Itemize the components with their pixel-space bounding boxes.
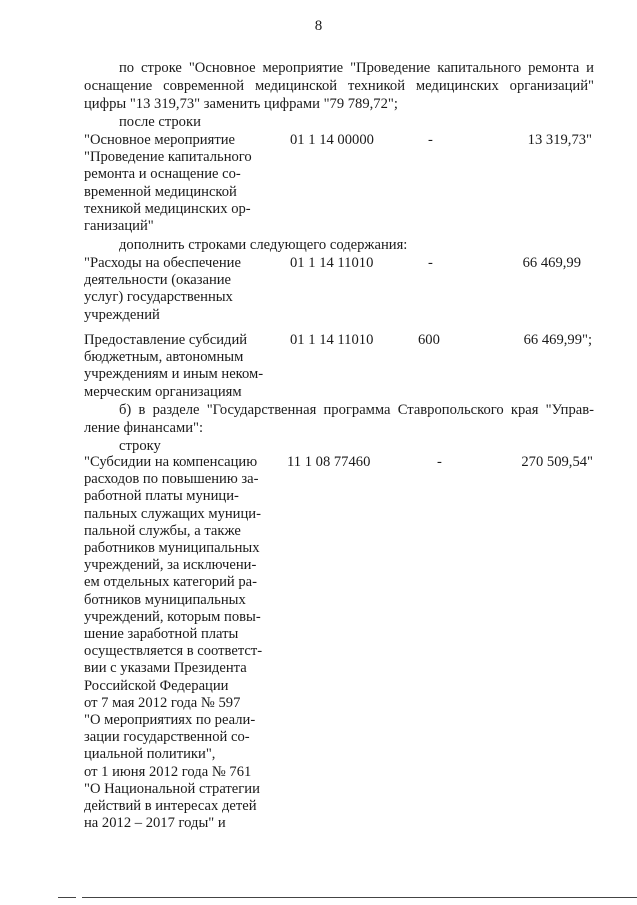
- row4-code: 11 1 08 77460: [287, 454, 371, 470]
- row3-amount: 66 469,99";: [523, 332, 592, 348]
- row3-type: 600: [418, 332, 440, 348]
- row2-amount: 66 469,99: [522, 255, 581, 271]
- intro-line-1: по строке "Основное мероприятие "Проведение капитального ремонта и: [119, 60, 594, 76]
- row2-code: 01 1 14 11010: [290, 255, 374, 271]
- row2-type: -: [428, 255, 433, 271]
- row1-code: 01 1 14 00000: [290, 132, 374, 148]
- row1-name: "Основное мероприятие "Проведение капитального ремонта и оснащение со- временной медицинской техникой медицинских ор- ганизаций": [84, 132, 252, 235]
- row4-name: "Субсидии на компенсацию расходов по повышению за- работной платы муници- пальных служащих муници- пальной службы, а также работников муниципальных учреждений, за исключени- ем отдельных категорий ра- ботников муниципальных учреждений, которым повы- шение заработной платы осуществляется в соответст- вии с указами Президента Российской Федерации от 7 мая 2012 года № 597 "О мероприятиях по реали- зации государственной со- циальной политики", от 1 июня 2012 года № 761 "О Национальной стратегии действий в интересах детей на 2012 – 2017 годы" и: [84, 454, 263, 832]
- row4-amount: 270 509,54": [521, 454, 593, 470]
- row4-type: -: [437, 454, 442, 470]
- row2-name: "Расходы на обеспечение деятельности (оказание услуг) государственных учреждений: [84, 255, 241, 323]
- after-row-label: после строки: [119, 114, 201, 130]
- page-number: 8: [314, 18, 323, 34]
- section-b-line-1: б) в разделе "Государственная программа Ставропольского края "Управ-: [119, 402, 594, 418]
- row3-code: 01 1 14 11010: [290, 332, 374, 348]
- row3-name: Предоставление субсидий бюджетным, автономным учреждениям и иным неком- мерческим организациям: [84, 332, 264, 400]
- row1-type: -: [428, 132, 433, 148]
- section-b-line-2: ление финансами":: [84, 420, 204, 436]
- intro-line-2: оснащение современной медицинской техникой медицинских организаций": [84, 78, 594, 94]
- footer-rule: [82, 897, 637, 898]
- footer-rule-short: [58, 897, 76, 898]
- add-rows-label: дополнить строками следующего содержания:: [119, 237, 408, 253]
- row1-amount: 13 319,73": [527, 132, 592, 148]
- row-label: строку: [119, 438, 161, 454]
- intro-line-3: цифры "13 319,73" заменить цифрами "79 789,72";: [84, 96, 398, 112]
